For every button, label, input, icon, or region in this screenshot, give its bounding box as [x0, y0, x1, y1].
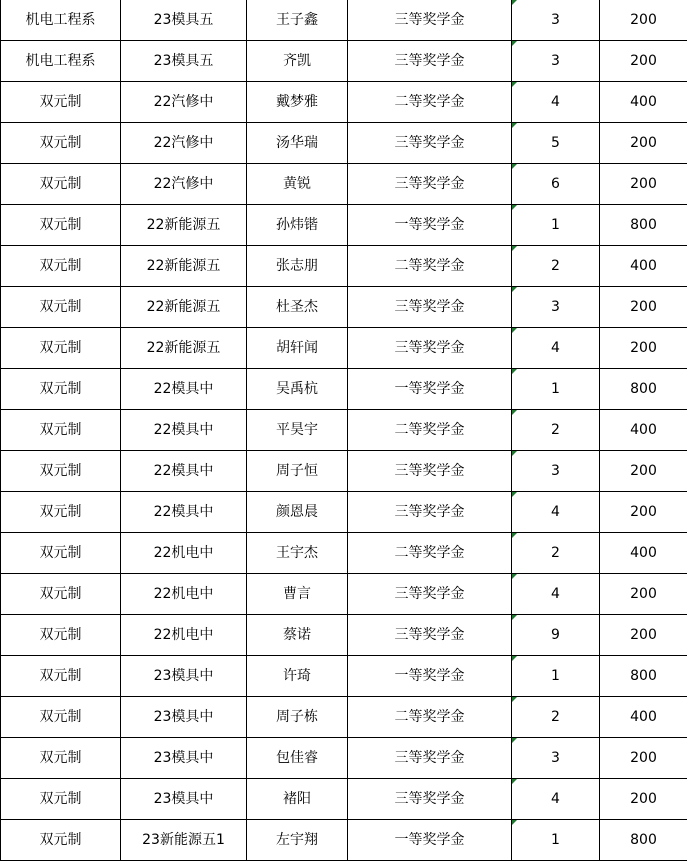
award-type-cell[interactable]: 二等奖学金	[348, 82, 512, 123]
rank-cell[interactable]: 1	[512, 369, 600, 410]
amount-cell[interactable]: 400	[600, 533, 687, 574]
class-cell[interactable]: 23模具五	[121, 41, 247, 82]
department-cell[interactable]: 机电工程系	[1, 0, 121, 41]
student-name-cell[interactable]: 平昊宇	[247, 410, 348, 451]
department-cell[interactable]: 双元制	[1, 164, 121, 205]
award-type-cell[interactable]: 三等奖学金	[348, 492, 512, 533]
student-name-cell[interactable]: 汤华瑞	[247, 123, 348, 164]
amount-cell[interactable]: 200	[600, 492, 687, 533]
rank-cell[interactable]: 3	[512, 287, 600, 328]
amount-cell[interactable]: 200	[600, 287, 687, 328]
table-row	[1, 574, 687, 615]
rank-cell[interactable]: 9	[512, 615, 600, 656]
department-cell[interactable]: 双元制	[1, 451, 121, 492]
rank-cell[interactable]: 4	[512, 492, 600, 533]
award-type-cell[interactable]: 一等奖学金	[348, 205, 512, 246]
amount-cell[interactable]: 200	[600, 0, 687, 41]
student-name-cell[interactable]: 戴梦雅	[247, 82, 348, 123]
rank-cell[interactable]: 3	[512, 451, 600, 492]
class-cell[interactable]: 23模具五	[121, 0, 247, 41]
table-row	[1, 615, 687, 656]
award-type-cell[interactable]: 三等奖学金	[348, 0, 512, 41]
table-row	[1, 205, 687, 246]
award-type-cell[interactable]: 一等奖学金	[348, 820, 512, 861]
award-type-cell[interactable]: 二等奖学金	[348, 410, 512, 451]
student-name-cell[interactable]: 齐凯	[247, 41, 348, 82]
award-type-cell[interactable]: 二等奖学金	[348, 697, 512, 738]
department-cell[interactable]: 双元制	[1, 574, 121, 615]
table-row	[1, 328, 687, 369]
student-name-cell[interactable]: 胡轩闻	[247, 328, 348, 369]
department-cell[interactable]: 双元制	[1, 656, 121, 697]
table-row	[1, 697, 687, 738]
award-type-cell[interactable]: 三等奖学金	[348, 738, 512, 779]
class-cell[interactable]: 22汽修中	[121, 82, 247, 123]
department-cell[interactable]: 双元制	[1, 369, 121, 410]
student-name-cell[interactable]: 周子栋	[247, 697, 348, 738]
department-cell[interactable]: 机电工程系	[1, 41, 121, 82]
table-row	[1, 246, 687, 287]
table-row	[1, 820, 687, 861]
table-row	[1, 451, 687, 492]
rank-cell[interactable]: 5	[512, 123, 600, 164]
amount-cell[interactable]: 400	[600, 82, 687, 123]
rank-cell[interactable]: 2	[512, 410, 600, 451]
class-cell[interactable]: 22模具中	[121, 410, 247, 451]
amount-cell[interactable]: 800	[600, 656, 687, 697]
table-row	[1, 0, 687, 41]
table-row	[1, 287, 687, 328]
award-type-cell[interactable]: 三等奖学金	[348, 287, 512, 328]
class-cell[interactable]: 22新能源五	[121, 246, 247, 287]
class-cell[interactable]: 23新能源五1	[121, 820, 247, 861]
student-name-cell[interactable]: 黄锐	[247, 164, 348, 205]
award-type-cell[interactable]: 三等奖学金	[348, 164, 512, 205]
table-row	[1, 410, 687, 451]
rank-cell[interactable]: 1	[512, 656, 600, 697]
class-cell[interactable]: 22新能源五	[121, 328, 247, 369]
class-cell[interactable]: 22新能源五	[121, 287, 247, 328]
class-cell[interactable]: 23模具中	[121, 779, 247, 820]
rank-cell[interactable]: 6	[512, 164, 600, 205]
amount-cell[interactable]: 200	[600, 328, 687, 369]
table-row	[1, 656, 687, 697]
student-name-cell[interactable]: 孙炜锴	[247, 205, 348, 246]
amount-cell[interactable]: 200	[600, 164, 687, 205]
table-row	[1, 533, 687, 574]
amount-cell[interactable]: 400	[600, 246, 687, 287]
rank-cell[interactable]: 4	[512, 328, 600, 369]
rank-cell[interactable]: 3	[512, 41, 600, 82]
class-cell[interactable]: 22机电中	[121, 615, 247, 656]
amount-cell[interactable]: 400	[600, 410, 687, 451]
department-cell[interactable]: 双元制	[1, 533, 121, 574]
department-cell[interactable]: 双元制	[1, 615, 121, 656]
department-cell[interactable]: 双元制	[1, 123, 121, 164]
class-cell[interactable]: 22模具中	[121, 492, 247, 533]
table-row	[1, 82, 687, 123]
table-row	[1, 41, 687, 82]
class-cell[interactable]: 22汽修中	[121, 123, 247, 164]
rank-cell[interactable]: 2	[512, 533, 600, 574]
student-name-cell[interactable]: 杜圣杰	[247, 287, 348, 328]
award-type-cell[interactable]: 三等奖学金	[348, 451, 512, 492]
amount-cell[interactable]: 200	[600, 41, 687, 82]
class-cell[interactable]: 23模具中	[121, 738, 247, 779]
amount-cell[interactable]: 200	[600, 779, 687, 820]
award-type-cell[interactable]: 三等奖学金	[348, 41, 512, 82]
award-type-cell[interactable]: 三等奖学金	[348, 328, 512, 369]
student-name-cell[interactable]: 包佳睿	[247, 738, 348, 779]
department-cell[interactable]: 双元制	[1, 246, 121, 287]
student-name-cell[interactable]: 颜恩晨	[247, 492, 348, 533]
award-type-cell[interactable]: 三等奖学金	[348, 574, 512, 615]
department-cell[interactable]: 双元制	[1, 410, 121, 451]
department-cell[interactable]: 双元制	[1, 820, 121, 861]
student-name-cell[interactable]: 王子鑫	[247, 0, 348, 41]
award-type-cell[interactable]: 二等奖学金	[348, 533, 512, 574]
class-cell[interactable]: 22模具中	[121, 369, 247, 410]
student-name-cell[interactable]: 曹言	[247, 574, 348, 615]
student-name-cell[interactable]: 王宇杰	[247, 533, 348, 574]
rank-cell[interactable]: 4	[512, 574, 600, 615]
rank-cell[interactable]: 4	[512, 779, 600, 820]
award-type-cell[interactable]: 一等奖学金	[348, 656, 512, 697]
student-name-cell[interactable]: 许琦	[247, 656, 348, 697]
rank-cell[interactable]: 2	[512, 246, 600, 287]
award-type-cell[interactable]: 二等奖学金	[348, 246, 512, 287]
class-cell[interactable]: 22新能源五	[121, 205, 247, 246]
table-row	[1, 492, 687, 533]
department-cell[interactable]: 双元制	[1, 492, 121, 533]
department-cell[interactable]: 双元制	[1, 738, 121, 779]
rank-cell[interactable]: 3	[512, 0, 600, 41]
class-cell[interactable]: 22机电中	[121, 533, 247, 574]
award-type-cell[interactable]: 三等奖学金	[348, 615, 512, 656]
amount-cell[interactable]: 200	[600, 574, 687, 615]
class-cell[interactable]: 22模具中	[121, 451, 247, 492]
class-cell[interactable]: 22汽修中	[121, 164, 247, 205]
amount-cell[interactable]: 800	[600, 820, 687, 861]
amount-cell[interactable]: 400	[600, 697, 687, 738]
award-type-cell[interactable]: 一等奖学金	[348, 369, 512, 410]
student-name-cell[interactable]: 吴禹杭	[247, 369, 348, 410]
class-cell[interactable]: 23模具中	[121, 656, 247, 697]
class-cell[interactable]: 22机电中	[121, 574, 247, 615]
award-type-cell[interactable]: 三等奖学金	[348, 779, 512, 820]
department-cell[interactable]: 双元制	[1, 287, 121, 328]
amount-cell[interactable]: 200	[600, 738, 687, 779]
student-name-cell[interactable]: 周子恒	[247, 451, 348, 492]
award-type-cell[interactable]: 三等奖学金	[348, 123, 512, 164]
rank-cell[interactable]: 1	[512, 820, 600, 861]
amount-cell[interactable]: 800	[600, 205, 687, 246]
class-cell[interactable]: 23模具中	[121, 697, 247, 738]
table-body	[1, 0, 687, 861]
student-name-cell[interactable]: 褚阳	[247, 779, 348, 820]
amount-cell[interactable]: 200	[600, 451, 687, 492]
table-row	[1, 738, 687, 779]
table-row	[1, 164, 687, 205]
rank-cell[interactable]: 4	[512, 82, 600, 123]
rank-cell[interactable]: 1	[512, 205, 600, 246]
department-cell[interactable]: 双元制	[1, 205, 121, 246]
rank-cell[interactable]: 3	[512, 738, 600, 779]
table-row	[1, 123, 687, 164]
rank-cell[interactable]: 2	[512, 697, 600, 738]
amount-cell[interactable]: 200	[600, 615, 687, 656]
department-cell[interactable]: 双元制	[1, 328, 121, 369]
amount-cell[interactable]: 200	[600, 123, 687, 164]
student-name-cell[interactable]: 左宇翔	[247, 820, 348, 861]
department-cell[interactable]: 双元制	[1, 697, 121, 738]
department-cell[interactable]: 双元制	[1, 82, 121, 123]
table-row	[1, 779, 687, 820]
amount-cell[interactable]: 800	[600, 369, 687, 410]
student-name-cell[interactable]: 蔡诺	[247, 615, 348, 656]
student-name-cell[interactable]: 张志朋	[247, 246, 348, 287]
table-row	[1, 369, 687, 410]
department-cell[interactable]: 双元制	[1, 779, 121, 820]
